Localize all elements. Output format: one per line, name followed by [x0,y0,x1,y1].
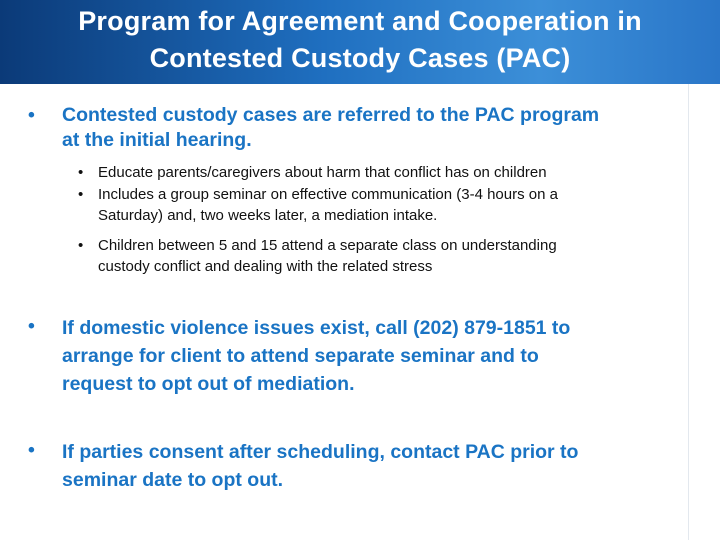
bullet-marker: • [28,315,35,337]
sub-bullet-line: Children between 5 and 15 attend a separate class on understanding [98,237,557,254]
main-bullet-line: seminar date to opt out. [62,469,284,491]
slide-title-line-1: Program for Agreement and Cooperation in [78,6,642,36]
main-bullet-line: If parties consent after scheduling, contact PAC prior to [62,441,579,463]
bullet-marker: • [78,237,84,254]
bullet-marker: • [28,104,35,126]
main-bullet-line: If domestic violence issues exist, call (202) 879-1851 to [62,317,571,339]
sub-bullet-line: Includes a group seminar on effective communication (3-4 hours on a [98,186,558,203]
sub-bullet-line: Educate parents/caregivers about harm that conflict has on children [98,164,547,181]
bullet-marker: • [78,164,84,181]
sub-bullet-line: Saturday) and, two weeks later, a mediation intake. [98,207,438,224]
main-bullet-line: arrange for client to attend separate seminar and to [62,345,539,367]
bullet-marker: • [28,439,35,461]
sub-bullet-line: custody conflict and dealing with the related stress [98,258,433,275]
bullet-marker: • [78,186,84,203]
main-bullet-line: Contested custody cases are referred to the PAC program [62,104,600,126]
main-bullet-line: at the initial hearing. [62,129,252,151]
slide-title-line-2: Contested Custody Cases (PAC) [149,43,571,73]
main-bullet-line: request to opt out of mediation. [62,373,355,395]
